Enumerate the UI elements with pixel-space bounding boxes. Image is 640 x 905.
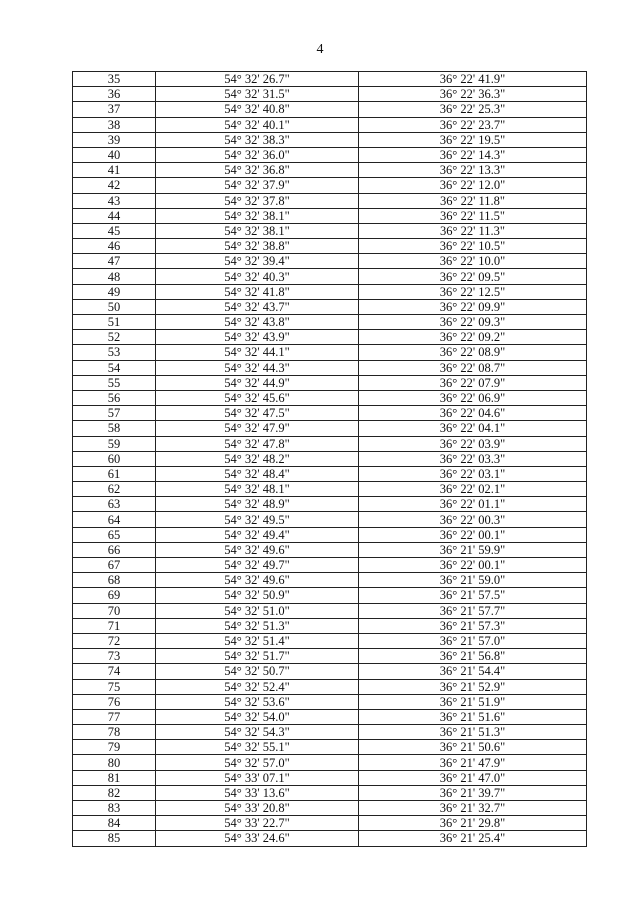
point-number-cell: 44: [73, 208, 156, 223]
table-row: [73, 406, 587, 421]
longitude-cell: 36° 22' 03.9": [359, 436, 587, 451]
point-number-cell: 84: [73, 816, 156, 831]
point-number-cell: 38: [73, 117, 156, 132]
longitude-cell: 36° 22' 09.9": [359, 299, 587, 314]
point-number-cell: 37: [73, 102, 156, 117]
longitude-cell: 36° 22' 36.3": [359, 87, 587, 102]
latitude-cell: 54° 32' 38.1": [156, 208, 359, 223]
table-row: [73, 755, 587, 770]
longitude-cell: 36° 22' 07.9": [359, 375, 587, 390]
longitude-cell: 36° 22' 00.3": [359, 512, 587, 527]
latitude-cell: 54° 32' 37.9": [156, 178, 359, 193]
table-row: [73, 588, 587, 603]
table-row: [73, 87, 587, 102]
table-row: [73, 770, 587, 785]
longitude-cell: 36° 22' 00.1": [359, 527, 587, 542]
point-number-cell: 63: [73, 497, 156, 512]
point-number-cell: 85: [73, 831, 156, 846]
latitude-cell: 54° 32' 50.9": [156, 588, 359, 603]
latitude-cell: 54° 32' 40.8": [156, 102, 359, 117]
table-row: [73, 558, 587, 573]
point-number-cell: 78: [73, 725, 156, 740]
point-number-cell: 77: [73, 709, 156, 724]
point-number-cell: 39: [73, 132, 156, 147]
longitude-cell: 36° 21' 57.0": [359, 633, 587, 648]
latitude-cell: 54° 33' 24.6": [156, 831, 359, 846]
point-number-cell: 82: [73, 785, 156, 800]
latitude-cell: 54° 32' 37.8": [156, 193, 359, 208]
point-number-cell: 74: [73, 664, 156, 679]
longitude-cell: 36° 22' 11.3": [359, 223, 587, 238]
table-row: [73, 831, 587, 846]
latitude-cell: 54° 32' 51.0": [156, 603, 359, 618]
latitude-cell: 54° 32' 51.7": [156, 649, 359, 664]
table-row: [73, 421, 587, 436]
table-row: [73, 694, 587, 709]
point-number-cell: 75: [73, 679, 156, 694]
longitude-cell: 36° 21' 47.0": [359, 770, 587, 785]
point-number-cell: 55: [73, 375, 156, 390]
table-row: [73, 72, 587, 87]
longitude-cell: 36° 22' 04.1": [359, 421, 587, 436]
longitude-cell: 36° 22' 11.5": [359, 208, 587, 223]
table-row: [73, 436, 587, 451]
point-number-cell: 57: [73, 406, 156, 421]
table-row: [73, 512, 587, 527]
latitude-cell: 54° 32' 43.7": [156, 299, 359, 314]
longitude-cell: 36° 21' 54.4": [359, 664, 587, 679]
point-number-cell: 68: [73, 573, 156, 588]
latitude-cell: 54° 32' 48.2": [156, 451, 359, 466]
longitude-cell: 36° 21' 57.7": [359, 603, 587, 618]
point-number-cell: 67: [73, 558, 156, 573]
latitude-cell: 54° 33' 20.8": [156, 801, 359, 816]
latitude-cell: 54° 33' 07.1": [156, 770, 359, 785]
longitude-cell: 36° 22' 12.5": [359, 284, 587, 299]
table-row: [73, 679, 587, 694]
point-number-cell: 41: [73, 163, 156, 178]
table-row: [73, 102, 587, 117]
latitude-cell: 54° 32' 54.3": [156, 725, 359, 740]
table-row: [73, 254, 587, 269]
point-number-cell: 72: [73, 633, 156, 648]
point-number-cell: 83: [73, 801, 156, 816]
table-row: [73, 482, 587, 497]
coordinates-table: [72, 71, 587, 847]
point-number-cell: 73: [73, 649, 156, 664]
latitude-cell: 54° 32' 51.3": [156, 618, 359, 633]
table-row: [73, 315, 587, 330]
point-number-cell: 43: [73, 193, 156, 208]
table-row: [73, 299, 587, 314]
table-row: [73, 345, 587, 360]
latitude-cell: 54° 33' 13.6": [156, 785, 359, 800]
latitude-cell: 54° 32' 41.8": [156, 284, 359, 299]
latitude-cell: 54° 32' 47.9": [156, 421, 359, 436]
table-row: [73, 239, 587, 254]
latitude-cell: 54° 32' 49.6": [156, 573, 359, 588]
longitude-cell: 36° 22' 03.1": [359, 466, 587, 481]
point-number-cell: 71: [73, 618, 156, 633]
latitude-cell: 54° 32' 54.0": [156, 709, 359, 724]
longitude-cell: 36° 22' 12.0": [359, 178, 587, 193]
latitude-cell: 54° 32' 40.1": [156, 117, 359, 132]
longitude-cell: 36° 22' 03.3": [359, 451, 587, 466]
table-row: [73, 163, 587, 178]
longitude-cell: 36° 22' 01.1": [359, 497, 587, 512]
latitude-cell: 54° 32' 38.8": [156, 239, 359, 254]
latitude-cell: 54° 32' 49.6": [156, 542, 359, 557]
table-row: [73, 785, 587, 800]
latitude-cell: 54° 32' 44.9": [156, 375, 359, 390]
table-row: [73, 573, 587, 588]
longitude-cell: 36° 22' 08.9": [359, 345, 587, 360]
point-number-cell: 61: [73, 466, 156, 481]
longitude-cell: 36° 22' 08.7": [359, 360, 587, 375]
point-number-cell: 66: [73, 542, 156, 557]
table-row: [73, 132, 587, 147]
longitude-cell: 36° 21' 32.7": [359, 801, 587, 816]
longitude-cell: 36° 21' 59.0": [359, 573, 587, 588]
point-number-cell: 47: [73, 254, 156, 269]
table-row: [73, 208, 587, 223]
longitude-cell: 36° 22' 41.9": [359, 72, 587, 87]
point-number-cell: 81: [73, 770, 156, 785]
table-row: [73, 178, 587, 193]
longitude-cell: 36° 22' 10.0": [359, 254, 587, 269]
table-row: [73, 649, 587, 664]
latitude-cell: 54° 32' 45.6": [156, 390, 359, 405]
table-row: [73, 269, 587, 284]
table-row: [73, 725, 587, 740]
latitude-cell: 54° 33' 22.7": [156, 816, 359, 831]
latitude-cell: 54° 32' 38.1": [156, 223, 359, 238]
table-row: [73, 284, 587, 299]
table-row: [73, 330, 587, 345]
point-number-cell: 59: [73, 436, 156, 451]
point-number-cell: 79: [73, 740, 156, 755]
table-row: [73, 497, 587, 512]
longitude-cell: 36° 21' 29.8": [359, 816, 587, 831]
latitude-cell: 54° 32' 49.7": [156, 558, 359, 573]
longitude-cell: 36° 22' 09.2": [359, 330, 587, 345]
longitude-cell: 36° 22' 11.8": [359, 193, 587, 208]
table-row: [73, 542, 587, 557]
latitude-cell: 54° 32' 51.4": [156, 633, 359, 648]
table-row: [73, 147, 587, 162]
coordinates-table-body: [73, 72, 587, 847]
table-row: [73, 451, 587, 466]
latitude-cell: 54° 32' 48.1": [156, 482, 359, 497]
latitude-cell: 54° 32' 47.5": [156, 406, 359, 421]
longitude-cell: 36° 22' 04.6": [359, 406, 587, 421]
longitude-cell: 36° 22' 06.9": [359, 390, 587, 405]
longitude-cell: 36° 22' 02.1": [359, 482, 587, 497]
point-number-cell: 64: [73, 512, 156, 527]
point-number-cell: 80: [73, 755, 156, 770]
longitude-cell: 36° 21' 39.7": [359, 785, 587, 800]
longitude-cell: 36° 21' 51.3": [359, 725, 587, 740]
point-number-cell: 51: [73, 315, 156, 330]
longitude-cell: 36° 21' 57.3": [359, 618, 587, 633]
table-row: [73, 816, 587, 831]
latitude-cell: 54° 32' 57.0": [156, 755, 359, 770]
table-row: [73, 193, 587, 208]
latitude-cell: 54° 32' 40.3": [156, 269, 359, 284]
longitude-cell: 36° 21' 51.6": [359, 709, 587, 724]
point-number-cell: 35: [73, 72, 156, 87]
latitude-cell: 54° 32' 36.8": [156, 163, 359, 178]
longitude-cell: 36° 21' 47.9": [359, 755, 587, 770]
table-row: [73, 618, 587, 633]
table-row: [73, 664, 587, 679]
point-number-cell: 53: [73, 345, 156, 360]
latitude-cell: 54° 32' 49.5": [156, 512, 359, 527]
longitude-cell: 36° 22' 10.5": [359, 239, 587, 254]
table-row: [73, 527, 587, 542]
point-number-cell: 69: [73, 588, 156, 603]
table-row: [73, 709, 587, 724]
latitude-cell: 54° 32' 26.7": [156, 72, 359, 87]
table-row: [73, 633, 587, 648]
longitude-cell: 36° 22' 09.3": [359, 315, 587, 330]
table-row: [73, 390, 587, 405]
point-number-cell: 49: [73, 284, 156, 299]
latitude-cell: 54° 32' 36.0": [156, 147, 359, 162]
latitude-cell: 54° 32' 44.3": [156, 360, 359, 375]
point-number-cell: 40: [73, 147, 156, 162]
latitude-cell: 54° 32' 31.5": [156, 87, 359, 102]
longitude-cell: 36° 22' 00.1": [359, 558, 587, 573]
point-number-cell: 46: [73, 239, 156, 254]
latitude-cell: 54° 32' 50.7": [156, 664, 359, 679]
point-number-cell: 52: [73, 330, 156, 345]
point-number-cell: 58: [73, 421, 156, 436]
latitude-cell: 54° 32' 53.6": [156, 694, 359, 709]
longitude-cell: 36° 22' 19.5": [359, 132, 587, 147]
point-number-cell: 54: [73, 360, 156, 375]
latitude-cell: 54° 32' 38.3": [156, 132, 359, 147]
longitude-cell: 36° 21' 57.5": [359, 588, 587, 603]
latitude-cell: 54° 32' 47.8": [156, 436, 359, 451]
point-number-cell: 56: [73, 390, 156, 405]
point-number-cell: 76: [73, 694, 156, 709]
point-number-cell: 70: [73, 603, 156, 618]
longitude-cell: 36° 21' 50.6": [359, 740, 587, 755]
table-row: [73, 801, 587, 816]
table-row: [73, 117, 587, 132]
latitude-cell: 54° 32' 43.9": [156, 330, 359, 345]
longitude-cell: 36° 22' 09.5": [359, 269, 587, 284]
point-number-cell: 60: [73, 451, 156, 466]
point-number-cell: 42: [73, 178, 156, 193]
longitude-cell: 36° 21' 56.8": [359, 649, 587, 664]
latitude-cell: 54° 32' 39.4": [156, 254, 359, 269]
latitude-cell: 54° 32' 48.9": [156, 497, 359, 512]
latitude-cell: 54° 32' 43.8": [156, 315, 359, 330]
point-number-cell: 36: [73, 87, 156, 102]
longitude-cell: 36° 22' 25.3": [359, 102, 587, 117]
table-row: [73, 466, 587, 481]
latitude-cell: 54° 32' 55.1": [156, 740, 359, 755]
point-number-cell: 48: [73, 269, 156, 284]
latitude-cell: 54° 32' 49.4": [156, 527, 359, 542]
longitude-cell: 36° 21' 52.9": [359, 679, 587, 694]
longitude-cell: 36° 22' 14.3": [359, 147, 587, 162]
latitude-cell: 54° 32' 52.4": [156, 679, 359, 694]
latitude-cell: 54° 32' 48.4": [156, 466, 359, 481]
table-row: [73, 740, 587, 755]
table-row: [73, 603, 587, 618]
longitude-cell: 36° 21' 51.9": [359, 694, 587, 709]
point-number-cell: 62: [73, 482, 156, 497]
longitude-cell: 36° 22' 23.7": [359, 117, 587, 132]
page-number: 4: [316, 42, 324, 57]
latitude-cell: 54° 32' 44.1": [156, 345, 359, 360]
table-row: [73, 223, 587, 238]
point-number-cell: 45: [73, 223, 156, 238]
longitude-cell: 36° 21' 25.4": [359, 831, 587, 846]
point-number-cell: 50: [73, 299, 156, 314]
point-number-cell: 65: [73, 527, 156, 542]
table-row: [73, 360, 587, 375]
table-row: [73, 375, 587, 390]
longitude-cell: 36° 21' 59.9": [359, 542, 587, 557]
longitude-cell: 36° 22' 13.3": [359, 163, 587, 178]
